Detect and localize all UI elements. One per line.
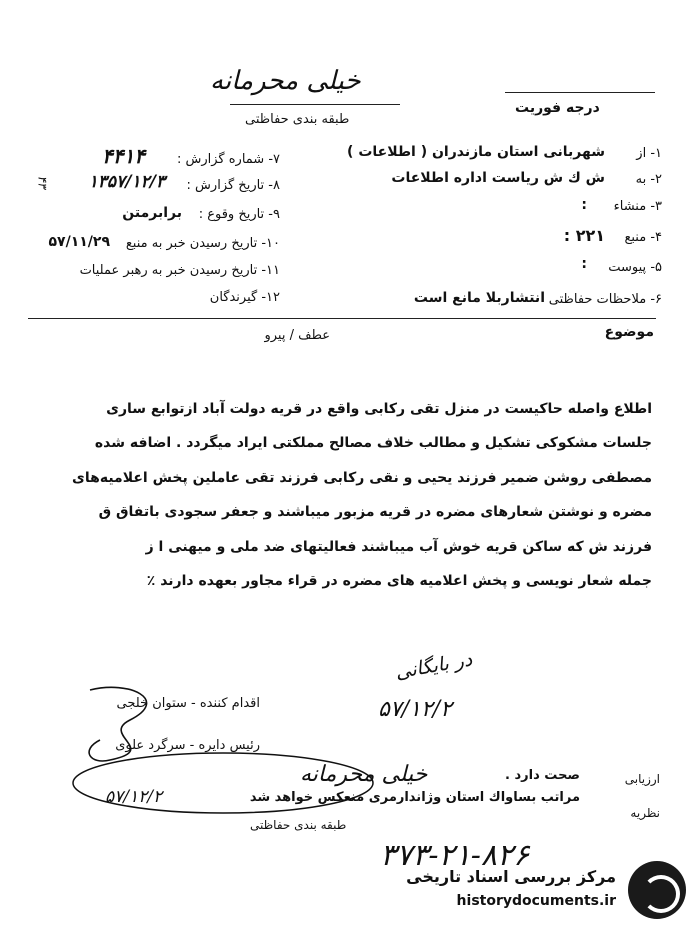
field-attachment-value: : — [581, 256, 587, 272]
logo-url: historydocuments.ir — [456, 893, 616, 909]
field-from-value: شهربانی استان مازندران ( اطلاعات ) — [347, 144, 605, 160]
assessment-line-1: صحت دارد . — [505, 768, 580, 783]
stamp-date: ۵۷/۱۲/۲ — [105, 787, 163, 807]
assessment-evaluation-label: ارزیابی — [624, 772, 660, 786]
subject-divider — [28, 318, 656, 319]
body-line: مضره و نوشتن شعارهای مضره در قریه مزبور میباشند و جعفر سجودی باتفاق ق — [98, 504, 652, 521]
signature-action-by: اقدام کننده - ستوان خلجی — [116, 696, 260, 711]
priority-label: درجه فوریت — [515, 100, 600, 116]
field-source-received-value: ۵۷/۱۱/۲۹ — [48, 234, 110, 250]
subject-reference: عطف / پیرو — [264, 328, 330, 343]
body-line: فرزند ش که ساکن قریه خوش آب میباشند فعالیتهای ضد ملی و میهنی ا ز — [145, 538, 652, 555]
logo-icon — [628, 861, 686, 919]
signature-department-head: رئیس دایره - سرگرد علوی — [115, 738, 260, 753]
field-source-received-label: ۱۰- تاریخ رسیدن خبر به منبع — [125, 236, 280, 251]
archive-number: ۳۷۳-۲۱-۸۲۶ — [380, 838, 530, 873]
header-line-middle — [230, 104, 400, 105]
field-origin-value: : — [581, 197, 587, 213]
history-documents-logo — [386, 861, 686, 919]
header-line-right — [505, 92, 655, 93]
field-ops-received-label: ۱۱- تاریخ رسیدن خبر به رهبر عملیات — [79, 263, 280, 278]
field-origin-label: ۳- منشاء — [613, 199, 662, 214]
field-event-date-value: برابرمتن — [122, 205, 182, 221]
report-body — [42, 392, 652, 598]
field-to-label: ۲- به — [635, 172, 662, 187]
field-from-label: ۱- از — [636, 146, 662, 161]
assessment-line-2: مراتب بساواك استان وژاندارمری منعکس خواهد شد — [249, 790, 580, 805]
field-event-date-label: ۹- تاریخ وقوع : — [198, 207, 280, 222]
field-report-number-value: ۴۴۱۴ — [102, 144, 145, 168]
field-report-date-label: ۸- تاریخ گزارش : — [186, 178, 280, 193]
field-source-value: ۲۲۱ : — [563, 226, 605, 245]
body-line: جلسات مشکوکی تشکیل و مطالب خلاف مصالح مملکتی ایراد میگردد . اضافه شده — [94, 435, 652, 452]
field-recipients-label: ۱۲- گیرندگان — [209, 290, 280, 305]
logo-title: مرکز بررسی اسناد تاریخی — [406, 867, 616, 886]
margin-mark: ۴۳ — [35, 175, 50, 189]
body-line: جمله شعار نویسی و پخش اعلامیه های مضره در قراء مجاور بعهده دارند ٪ — [146, 573, 652, 590]
top-classification-stamp: خیلی محرمانه — [210, 66, 361, 96]
field-attachment-label: ۵- پیوست — [608, 260, 662, 275]
bottom-classification-stamp: خیلی محرمانه — [300, 762, 428, 787]
field-source-label: ۴- منبع — [624, 230, 662, 245]
field-report-number-label: ۷- شماره گزارش : — [176, 152, 280, 167]
assessment-opinion-label: نظریه — [630, 806, 660, 820]
body-line: اطلاع واصله حاکیست در منزل تقی رکابی واقع در قریه دولت آباد ازتوابع ساری — [106, 401, 652, 417]
field-to-value: ش ك ش ریاست اداره اطلاعات — [391, 170, 605, 186]
body-line: مصطفی روشن ضمیر فرزند یحیی و نقی رکابی فرزند تقی عاملین پخش اعلامیه‌های — [72, 469, 652, 486]
handwritten-archive-note: در بایگانی — [393, 648, 474, 684]
field-security-value: انتشاربلا مانع است — [413, 290, 545, 306]
classification-label: طبقه بندی حفاظتی — [245, 112, 350, 127]
field-report-date-value: ۱۳۵۷/۱۲/۳ — [88, 172, 165, 192]
subject-label: موضوع — [604, 324, 654, 340]
field-security-label: ۶- ملاحظات حفاظتی — [548, 292, 662, 307]
handwritten-archive-date: ۵۷/۱۲/۲ — [378, 697, 452, 722]
bottom-classification-label: طبقه بندی حفاظتی — [250, 818, 347, 832]
